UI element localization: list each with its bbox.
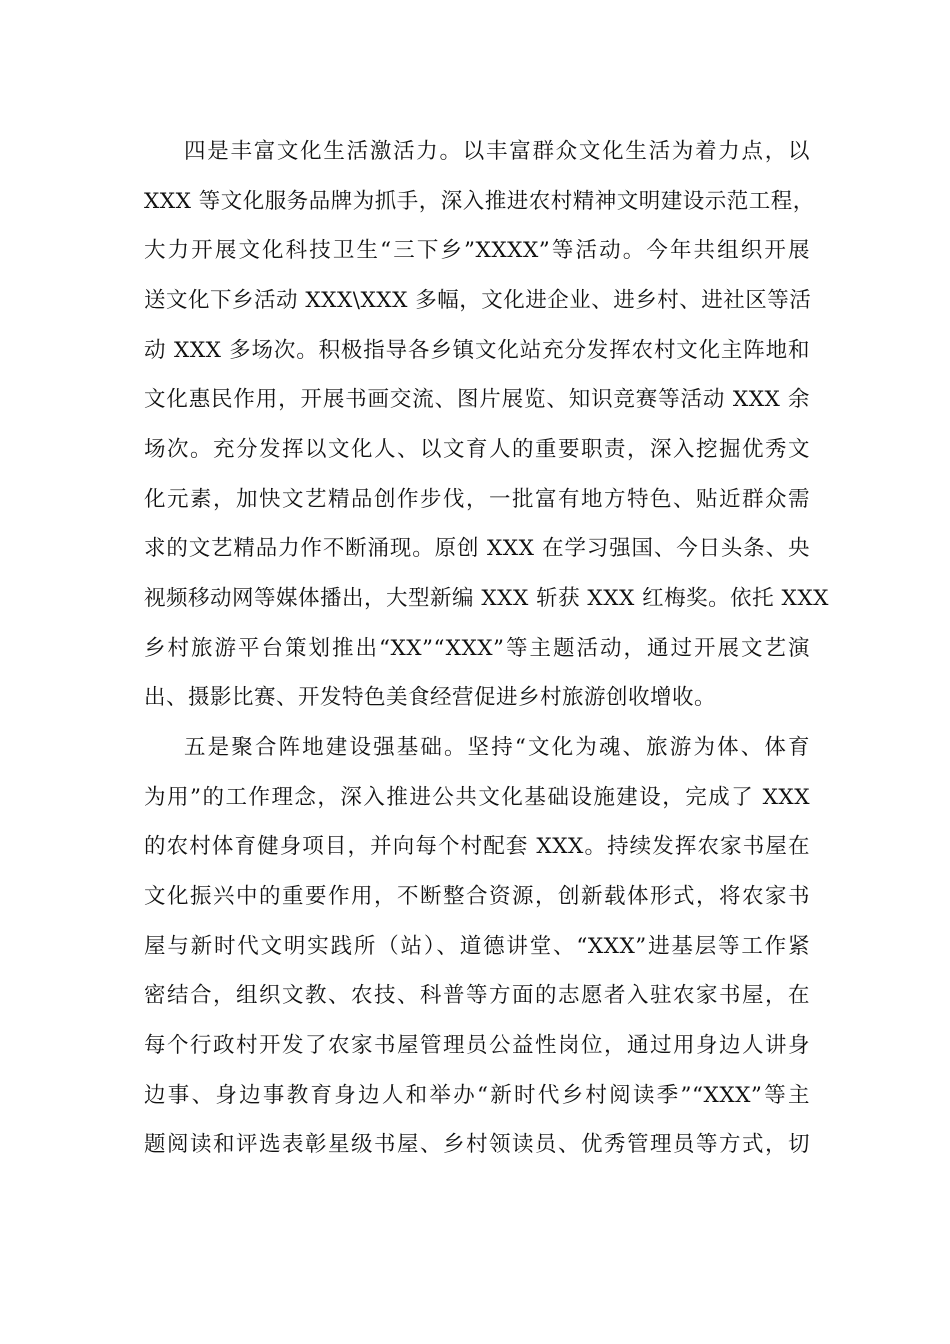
text-line: 乡村旅游平台策划推出“XX”“XXX”等主题活动，通过开展文艺演 (144, 636, 810, 661)
text-line: 五是聚合阵地建设强基础。坚持“文化为魂、旅游为体、体育 (184, 735, 810, 760)
text-line: 的农村体育健身项目，并向每个村配套 XXX。持续发挥农家书屋在 (144, 834, 810, 859)
text-line: 文化惠民作用，开展书画交流、图片展览、知识竞赛等活动 XXX 余 (144, 387, 810, 412)
text-line: XXX 等文化服务品牌为抓手，深入推进农村精神文明建设示范工程， (144, 189, 815, 214)
text-line: 场次。充分发挥以文化人、以文育人的重要职责，深入挖掘优秀文 (144, 437, 810, 462)
text-line: 化元素，加快文艺精品创作步伐，一批富有地方特色、贴近群众需 (144, 487, 810, 512)
text-line: 文化振兴中的重要作用，不断整合资源，创新载体形式，将农家书 (144, 884, 810, 909)
text-line: 出、摄影比赛、开发特色美食经营促进乡村旅游创收增收。 (144, 685, 717, 710)
text-line: 求的文艺精品力作不断涌现。原创 XXX 在学习强国、今日头条、央 (144, 536, 810, 561)
text-line: 边事、身边事教育身边人和举办“新时代乡村阅读季”“XXX”等主 (144, 1083, 810, 1108)
text-line: 送文化下乡活动 XXX\XXX 多幅，文化进企业、进乡村、进社区等活 (144, 288, 812, 313)
text-line: 视频移动网等媒体播出，大型新编 XXX 斩获 XXX 红梅奖。依托 XXX (144, 586, 829, 611)
text-line: 动 XXX 多场次。积极指导各乡镇文化站充分发挥农村文化主阵地和 (144, 338, 810, 363)
text-line: 每个行政村开发了农家书屋管理员公益性岗位，通过用身边人讲身 (144, 1033, 810, 1058)
text-line: 四是丰富文化生活激活力。以丰富群众文化生活为着力点，以 (184, 139, 810, 164)
text-line: 大力开展文化科技卫生“三下乡”XXXX”等活动。今年共组织开展 (144, 238, 810, 263)
text-line: 密结合，组织文教、农技、科普等方面的志愿者入驻农家书屋，在 (144, 983, 810, 1008)
text-line: 为用”的工作理念，深入推进公共文化基础设施建设，完成了 XXX (144, 785, 810, 810)
text-line: 屋与新时代文明实践所（站）、道德讲堂、“XXX”进基层等工作紧 (144, 934, 810, 959)
text-line: 题阅读和评选表彰星级书屋、乡村领读员、优秀管理员等方式，切 (144, 1132, 810, 1157)
